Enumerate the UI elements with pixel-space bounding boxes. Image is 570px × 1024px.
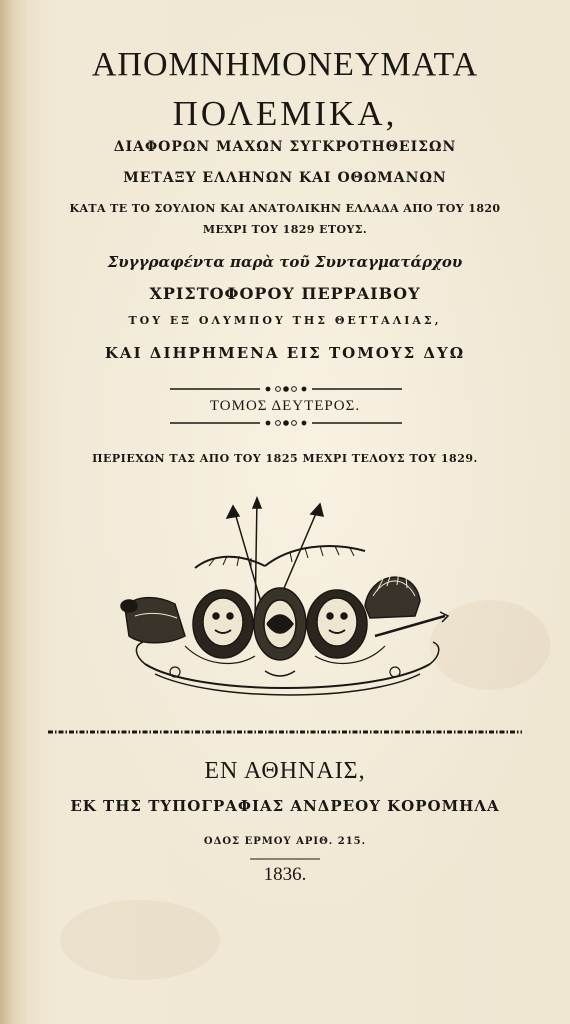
- year-rule: [250, 857, 320, 861]
- description-line-1: ΔΙΑΦΟΡΩΝ ΜΑΧΩΝ ΣΥΓΚΡΟΤΗΘΕΙΣΩΝ: [113, 139, 457, 155]
- contents-note: ΠΕΡΙΕΧΩΝ ΤΑΣ ΑΠΟ ΤΟΥ 1825 ΜΕΧΡΙ ΤΕΛΟΥΣ ΤΟΥ 1829.: [92, 452, 478, 465]
- paper-stain: [60, 900, 220, 980]
- author-name: ΧΡΙΣΤΟΦΟΡΟΥ ΠΕΡΡΑΙΒΟΥ: [149, 284, 421, 303]
- imprint-city: ΕΝ ΑΘΗΝΑΙΣ,: [204, 758, 366, 784]
- dotted-divider: [48, 727, 522, 737]
- volumes-note: ΚΑΙ ΔΙΗΡΗΜΕΝΑ ΕΙΣ ΤΟΜΟΥΣ ΔΥΩ: [104, 344, 466, 362]
- ornamental-rule-top: [170, 384, 402, 394]
- description-line-4: ΜΕΧΡΙ ΤΟΥ 1829 ΕΤΟΥΣ.: [202, 223, 368, 236]
- imprint-street: ΟΔΟΣ ΕΡΜΟΥ ΑΡΙΘ. 215.: [203, 836, 367, 847]
- book-subtitle: ΠΟΛΕΜΙΚΑ,: [172, 94, 398, 133]
- trophy-vignette-illustration: [115, 496, 455, 706]
- book-title: ΑΠΟΜΝΗΜΟΝΕΥΜΑΤΑ: [91, 46, 479, 83]
- author-origin: ΤΟΥ ΕΞ ΟΛΥΜΠΟΥ ΤΗΣ ΘΕΤΤΑΛΙΑΣ,: [128, 314, 442, 327]
- byline: Συγγραφέντα παρὰ τοῦ Συνταγματάρχου: [107, 253, 463, 271]
- description-line-2: ΜΕΤΑΞΥ ΕΛΛΗΝΩΝ ΚΑΙ ΟΘΩΜΑΝΩΝ: [123, 170, 447, 186]
- imprint-printer: ΕΚ ΤΗΣ ΤΥΠΟΓΡΑΦΙΑΣ ΑΝΔΡΕΟΥ ΚΟΡΟΜΗΛΑ: [70, 797, 500, 815]
- description-line-3: ΚΑΤΑ ΤΕ ΤΟ ΣΟΥΛΙΟΝ ΚΑΙ ΑΝΑΤΟΛΙΚΗΝ ΕΛΛΑΔΑ ΑΠΟ ΤΟΥ 1820: [69, 202, 501, 215]
- ornamental-rule-bottom: [170, 418, 402, 428]
- imprint-year: 1836.: [263, 864, 307, 885]
- volume-label: ΤΟΜΟΣ ΔΕΥΤΕΡΟΣ.: [209, 398, 361, 414]
